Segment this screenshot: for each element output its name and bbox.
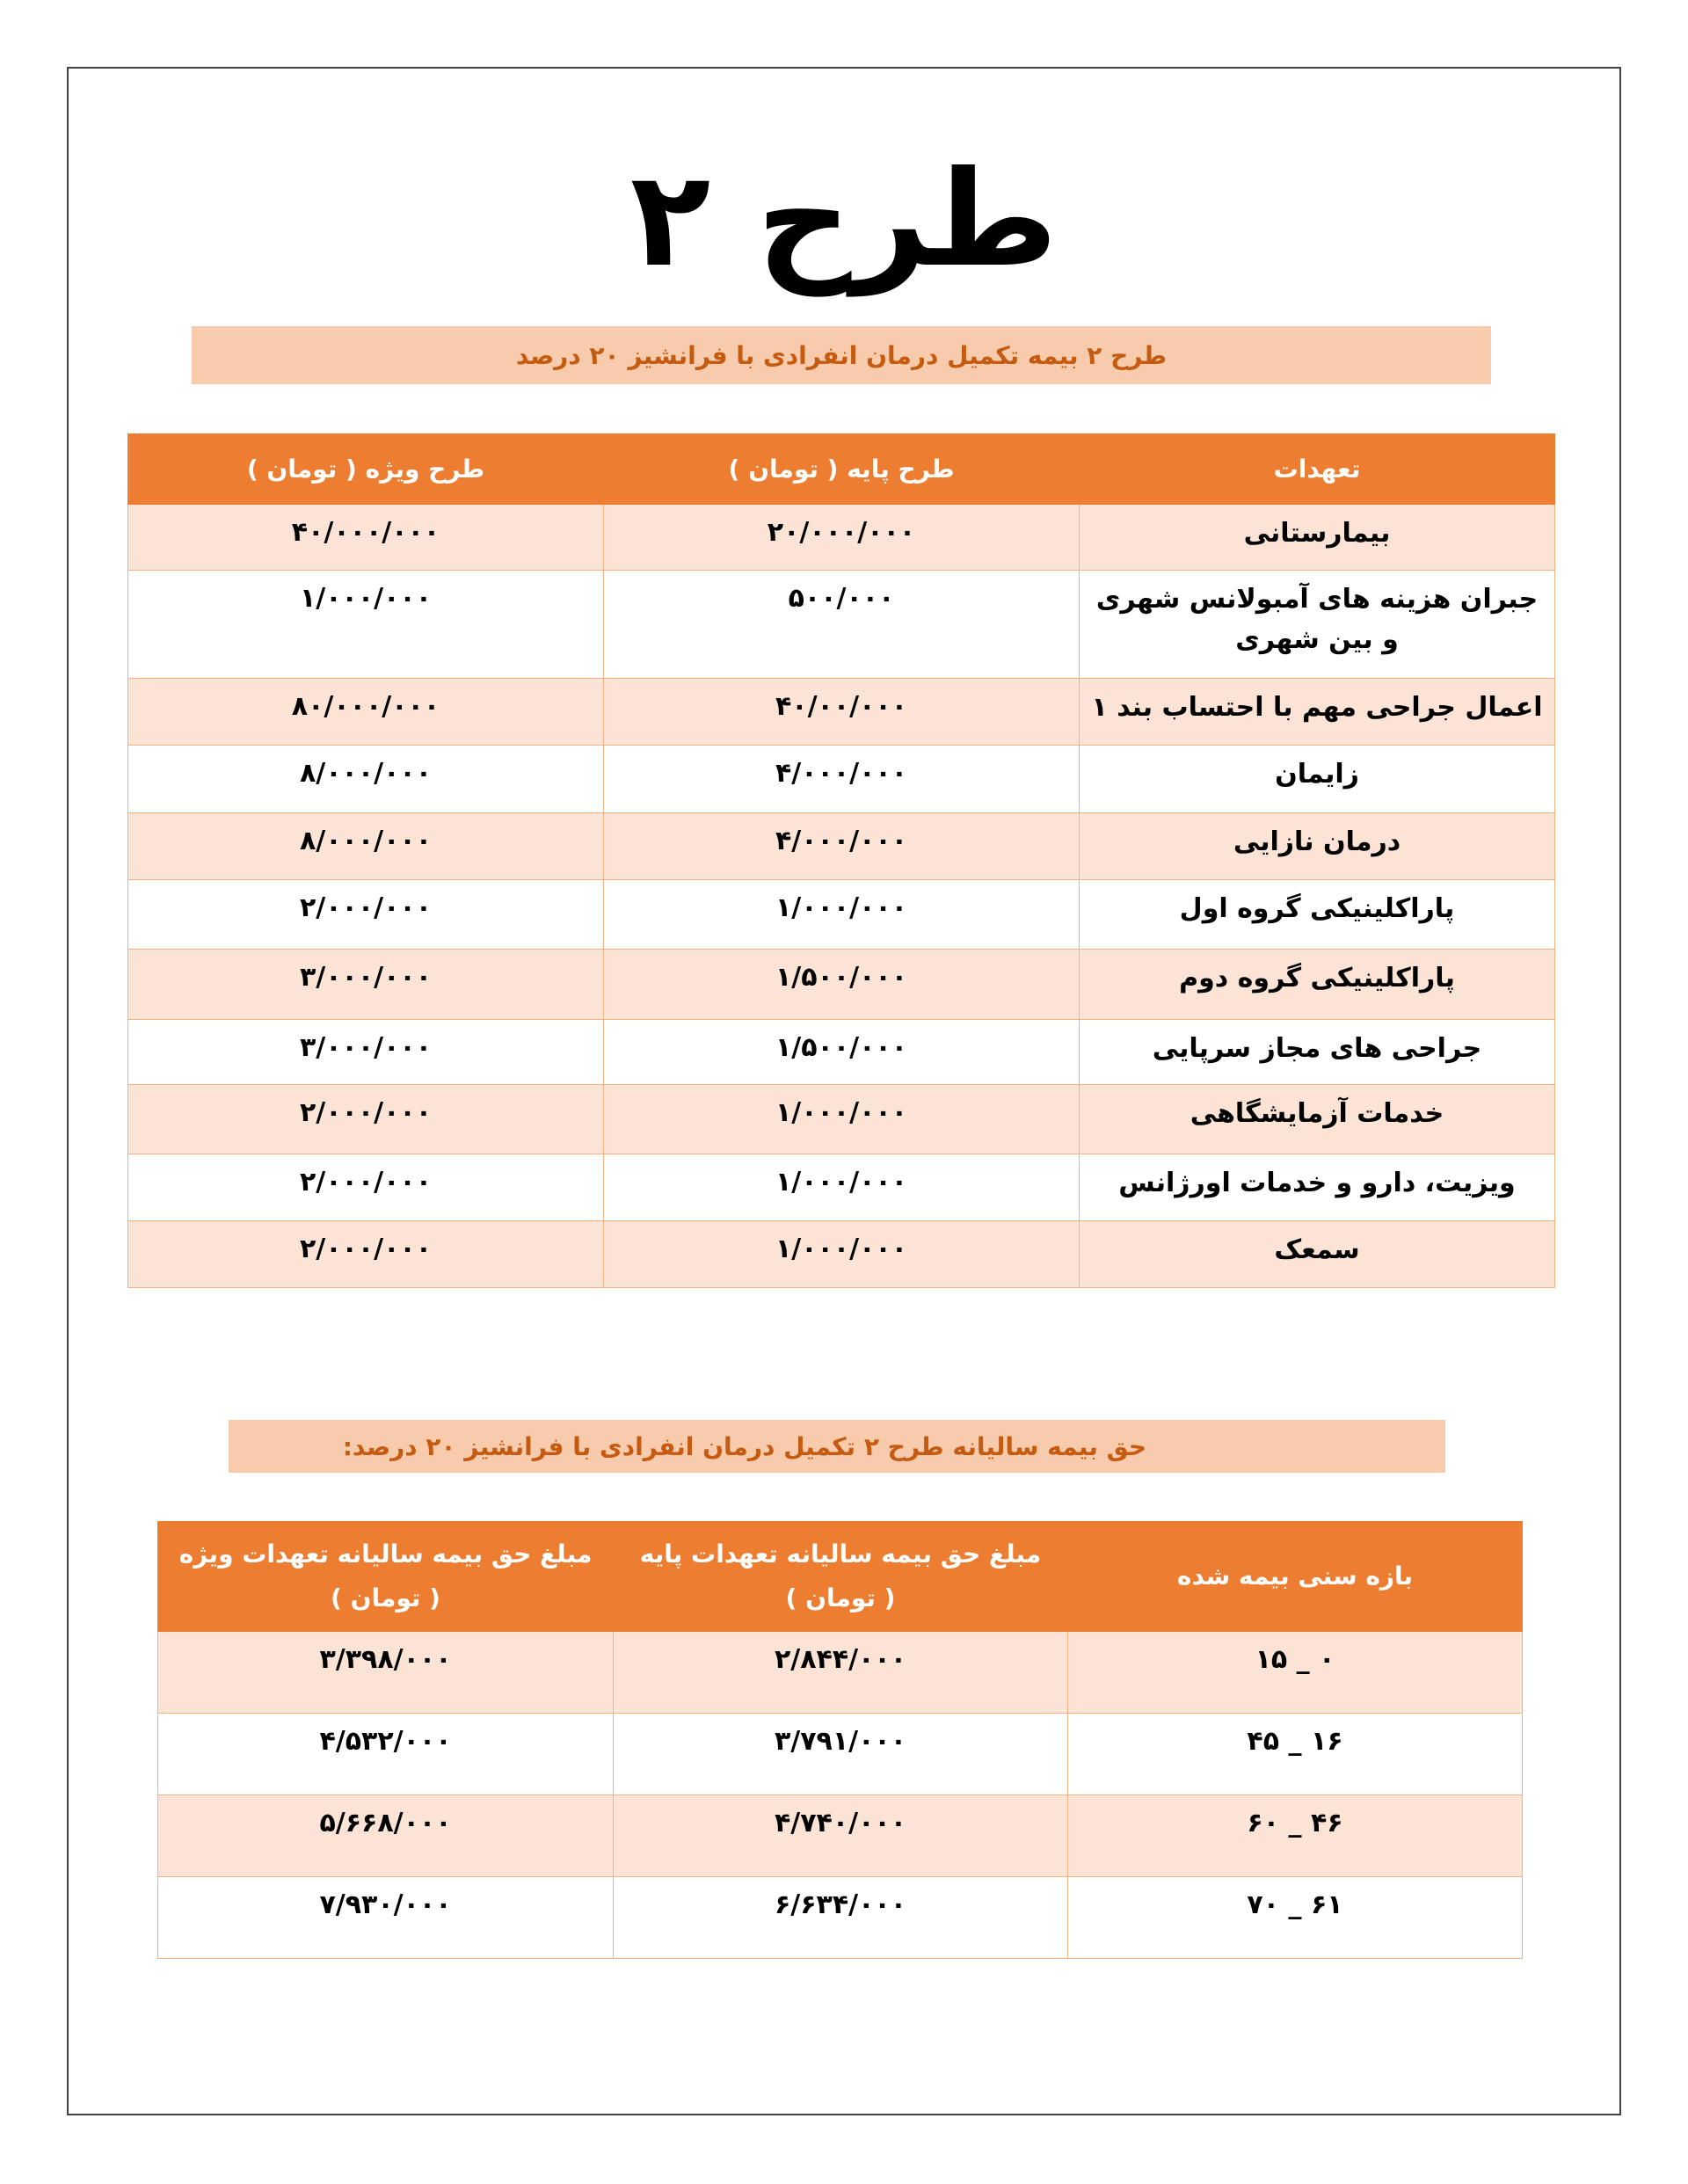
- table-row: [128, 1020, 1555, 1085]
- premium-subtitle: [229, 1420, 1445, 1473]
- base-plan-cell: ۱/۰۰۰/۰۰۰: [604, 1085, 1080, 1154]
- special-premium-cell: ۳/۳۹۸/۰۰۰: [158, 1632, 614, 1714]
- table-row: [158, 1877, 1523, 1959]
- table-row: [128, 746, 1555, 813]
- special-plan-cell: ۲/۰۰۰/۰۰۰: [128, 1154, 604, 1221]
- base-plan-cell: ۱/۰۰۰/۰۰۰: [604, 1221, 1080, 1288]
- base-premium-cell: ۲/۸۴۴/۰۰۰: [614, 1632, 1068, 1714]
- base-plan-cell: ۴۰/۰۰/۰۰۰: [604, 679, 1080, 746]
- header-special-plan: طرح ویژه ( تومان ): [128, 434, 604, 505]
- plan-subtitle-text: طرح ۲ بیمه تکمیل درمان انفرادی با فرانشیز ۲۰ درصد: [515, 340, 1168, 370]
- plan-subtitle: [192, 326, 1491, 384]
- special-premium-cell: ۵/۶۶۸/۰۰۰: [158, 1795, 614, 1877]
- base-premium-cell: ۳/۷۹۱/۰۰۰: [614, 1714, 1068, 1795]
- special-premium-cell: ۷/۹۳۰/۰۰۰: [158, 1877, 614, 1959]
- header-special-premium: مبلغ حق بیمه سالیانه تعهدات ویژه ( تومان ): [158, 1522, 614, 1632]
- coverage-item-cell: ویزیت، دارو و خدمات اورژانس: [1080, 1154, 1555, 1221]
- base-plan-cell: ۲۰/۰۰۰/۰۰۰: [604, 505, 1080, 571]
- base-premium-cell: ۶/۶۳۴/۰۰۰: [614, 1877, 1068, 1959]
- special-plan-cell: ۲/۰۰۰/۰۰۰: [128, 880, 604, 950]
- header-coverage: تعهدات: [1080, 434, 1555, 505]
- table-row: [128, 1221, 1555, 1288]
- special-plan-cell: ۳/۰۰۰/۰۰۰: [128, 1020, 604, 1085]
- page-title: طرح ۲: [629, 143, 1059, 296]
- coverage-item-cell: بیمارستانی: [1080, 505, 1555, 571]
- base-plan-cell: ۴/۰۰۰/۰۰۰: [604, 746, 1080, 813]
- special-plan-cell: ۲/۰۰۰/۰۰۰: [128, 1085, 604, 1154]
- special-premium-cell: ۴/۵۳۲/۰۰۰: [158, 1714, 614, 1795]
- table-row: [128, 1154, 1555, 1221]
- table-row: [128, 679, 1555, 746]
- premium-subtitle-text: حق بیمه سالیانه طرح ۲ تکمیل درمان انفرادی با فرانشیز ۲۰ درصد:: [342, 1431, 1146, 1461]
- base-plan-cell: ۴/۰۰۰/۰۰۰: [604, 813, 1080, 880]
- coverage-item-cell: سمعک: [1080, 1221, 1555, 1288]
- age-range-cell: ۱۶ _ ۴۵: [1068, 1714, 1523, 1795]
- coverage-item-cell: پاراکلینیکی گروه اول: [1080, 880, 1555, 950]
- coverage-item-cell: اعمال جراحی مهم با احتساب بند ۱: [1080, 679, 1555, 746]
- header-base-premium: مبلغ حق بیمه سالیانه تعهدات پایه ( تومان ): [614, 1522, 1068, 1632]
- premium-header-row: [158, 1522, 1523, 1632]
- special-plan-cell: ۴۰/۰۰۰/۰۰۰: [128, 505, 604, 571]
- table-row: [128, 571, 1555, 679]
- table-row: [128, 813, 1555, 880]
- table-row: [128, 505, 1555, 571]
- table-row: [158, 1795, 1523, 1877]
- special-plan-cell: ۸/۰۰۰/۰۰۰: [128, 813, 604, 880]
- coverage-item-cell: زایمان: [1080, 746, 1555, 813]
- coverage-item-cell: درمان نازایی: [1080, 813, 1555, 880]
- table-row: [158, 1632, 1523, 1714]
- age-range-cell: ۶۱ _ ۷۰: [1068, 1877, 1523, 1959]
- age-range-cell: ۰ _ ۱۵: [1068, 1632, 1523, 1714]
- base-premium-cell: ۴/۷۴۰/۰۰۰: [614, 1795, 1068, 1877]
- coverage-item-cell: جراحی های مجاز سرپایی: [1080, 1020, 1555, 1085]
- special-plan-cell: ۸۰/۰۰۰/۰۰۰: [128, 679, 604, 746]
- table-row: [128, 1085, 1555, 1154]
- header-base-plan: طرح پایه ( تومان ): [604, 434, 1080, 505]
- special-plan-cell: ۸/۰۰۰/۰۰۰: [128, 746, 604, 813]
- base-plan-cell: ۱/۰۰۰/۰۰۰: [604, 880, 1080, 950]
- table-row: [128, 880, 1555, 950]
- table-row: [128, 950, 1555, 1020]
- special-plan-cell: ۳/۰۰۰/۰۰۰: [128, 950, 604, 1020]
- special-plan-cell: ۱/۰۰۰/۰۰۰: [128, 571, 604, 679]
- base-plan-cell: ۵۰۰/۰۰۰: [604, 571, 1080, 679]
- coverage-item-cell: پاراکلینیکی گروه دوم: [1080, 950, 1555, 1020]
- header-age-range: بازه سنی بیمه شده: [1068, 1522, 1523, 1632]
- age-range-cell: ۴۶ _ ۶۰: [1068, 1795, 1523, 1877]
- coverage-item-cell: خدمات آزمایشگاهی: [1080, 1085, 1555, 1154]
- base-plan-cell: ۱/۰۰۰/۰۰۰: [604, 1154, 1080, 1221]
- coverage-header-row: [128, 434, 1555, 505]
- coverage-item-cell: جبران هزینه های آمبولانس شهری و بین شهری: [1080, 571, 1555, 679]
- special-plan-cell: ۲/۰۰۰/۰۰۰: [128, 1221, 604, 1288]
- coverage-table: [127, 433, 1555, 1288]
- base-plan-cell: ۱/۵۰۰/۰۰۰: [604, 1020, 1080, 1085]
- premium-table: [157, 1521, 1523, 1959]
- base-plan-cell: ۱/۵۰۰/۰۰۰: [604, 950, 1080, 1020]
- table-row: [158, 1714, 1523, 1795]
